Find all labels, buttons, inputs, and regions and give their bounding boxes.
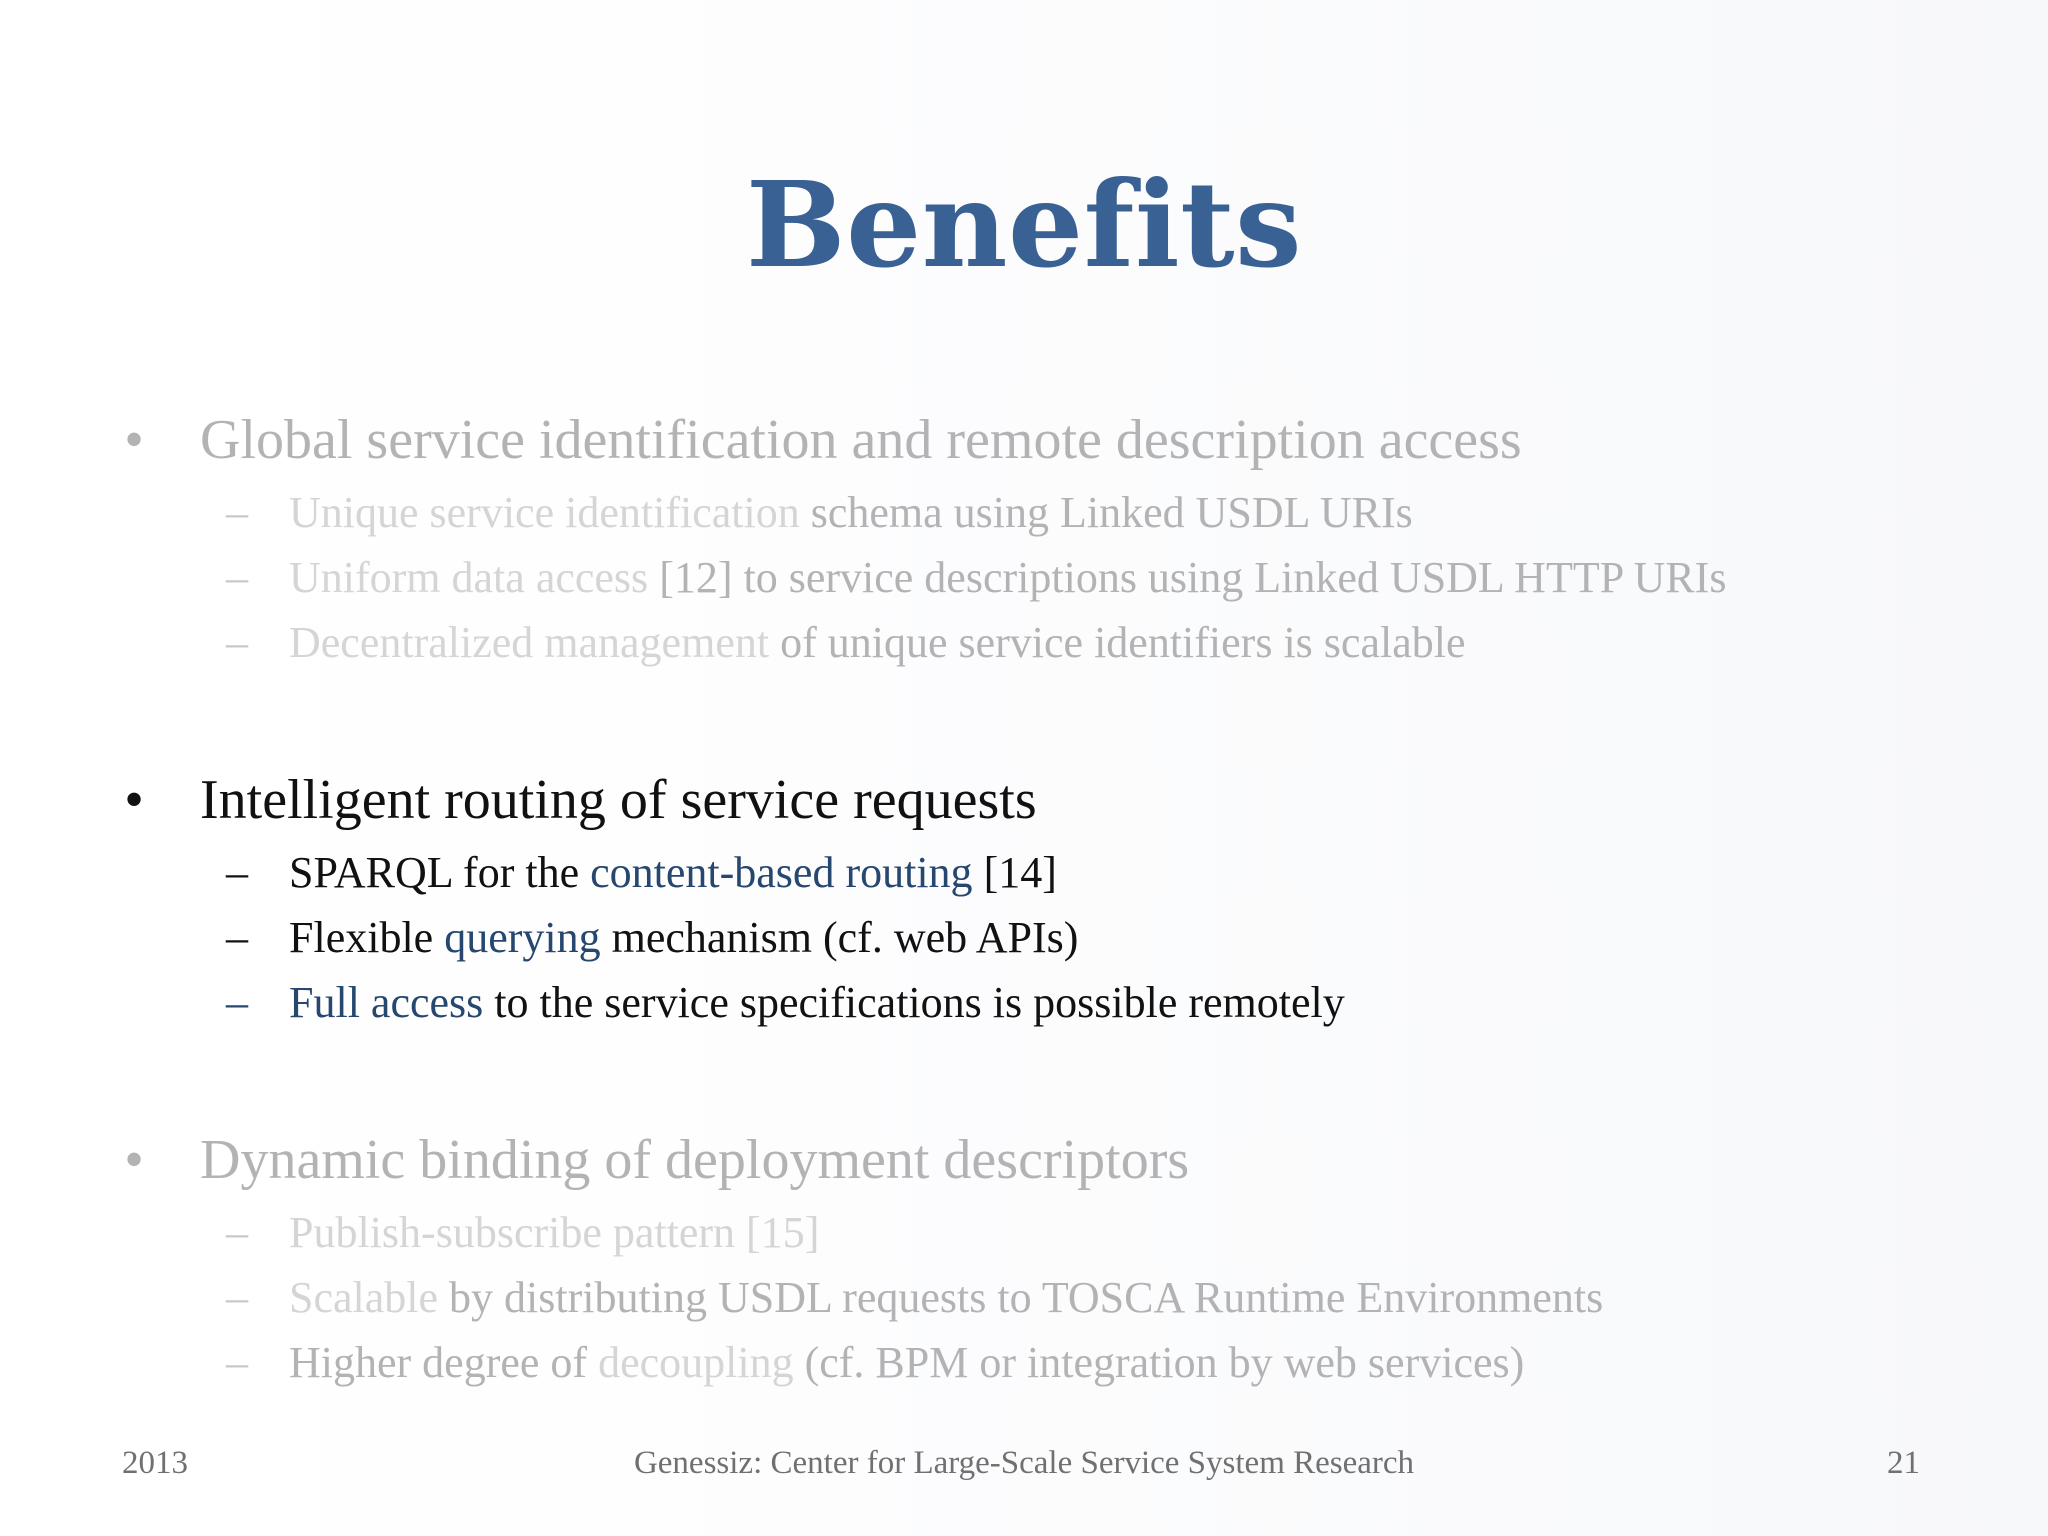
dash-mark: – (226, 978, 248, 1027)
dash-mark: – (226, 1273, 248, 1322)
dash-mark: – (226, 1208, 248, 1257)
bullet-dot: • (124, 769, 144, 831)
sub-text-part: Publish-subscribe pattern [15] (289, 1208, 820, 1257)
bullet-text: Intelligent routing of service requests (200, 769, 1037, 831)
sub-text-highlight: Full access (289, 978, 484, 1027)
sub-text-part: by distributing USDL requests to TOSCA Runtime Environments (438, 1273, 1604, 1322)
sub-text-part: Decentralized management (289, 618, 770, 667)
sub-text-highlight: querying (444, 913, 601, 962)
dash-mark: – (226, 848, 248, 897)
sub-text-part: (cf. BPM or integration by web services) (793, 1338, 1525, 1387)
sub-text-part: to the service specifications is possible remotely (483, 978, 1345, 1027)
footer-year: 2013 (122, 1445, 188, 1481)
bullet-dot: • (124, 409, 144, 471)
sub-text-part: Scalable (289, 1273, 439, 1322)
footer-center-text: Genessiz: Center for Large-Scale Service System Research (633, 1445, 1415, 1481)
sub-text-part: Higher degree of (289, 1338, 599, 1387)
dash-mark: – (226, 1338, 248, 1387)
dash-mark: – (226, 618, 248, 667)
bullet-text: Dynamic binding of deployment descriptors (200, 1129, 1190, 1191)
sub-text-highlight: content-based routing (590, 848, 973, 897)
dash-mark: – (226, 913, 248, 962)
bullet-dot: • (124, 1129, 144, 1191)
sub-text-part: Uniform data access (289, 553, 649, 602)
sub-text-part: decoupling (598, 1338, 794, 1387)
slide-title: Benefits (745, 155, 1303, 294)
dash-mark: – (226, 553, 248, 602)
sub-text-part: [14] (972, 848, 1057, 897)
footer-page-number: 21 (1887, 1445, 1920, 1481)
bullet-text: Global service identification and remote description access (200, 409, 1522, 471)
sub-text-part: SPARQL for the (289, 848, 591, 897)
sub-text-part: [12] to service descriptions using Linked USDL HTTP URIs (648, 553, 1727, 602)
sub-text-part: mechanism (cf. web APIs) (600, 913, 1079, 962)
sub-text-part: Unique service identification (289, 488, 800, 537)
sub-text-part: of unique service identifiers is scalable (769, 618, 1466, 667)
sub-text-part: Flexible (289, 913, 445, 962)
sub-text-part: schema using Linked USDL URIs (799, 488, 1413, 537)
dash-mark: – (226, 488, 248, 537)
